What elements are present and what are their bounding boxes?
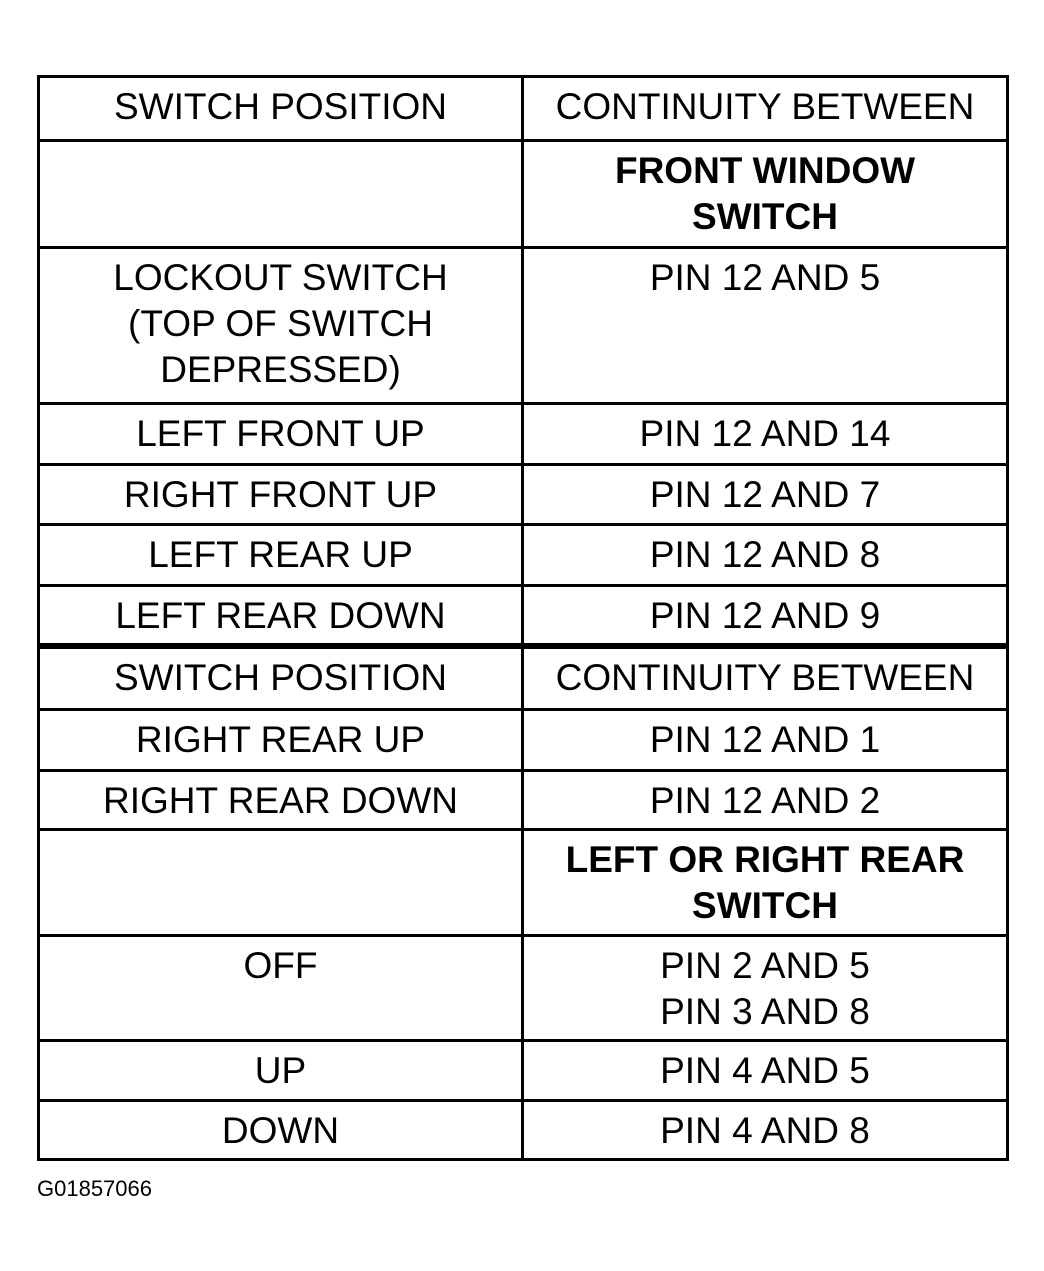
switch-position-cell: RIGHT REAR DOWN: [39, 770, 523, 829]
empty-cell: [39, 829, 523, 935]
header-switch-position: SWITCH POSITION: [39, 77, 523, 141]
section-heading-line: SWITCH: [692, 196, 838, 237]
switch-position-line: LOCKOUT SWITCH: [113, 257, 448, 298]
continuity-cell: PIN 12 AND 1: [523, 709, 1008, 770]
section-heading-line: SWITCH: [692, 884, 838, 926]
section-heading-row: [39, 141, 1008, 248]
figure-id: G01857066: [37, 1176, 152, 1201]
switch-position-cell: [39, 248, 523, 404]
table-row: [39, 525, 1008, 586]
table-header-row: [39, 646, 1008, 709]
continuity-cell: PIN 4 AND 8: [523, 1100, 1008, 1159]
table-header-row: [39, 77, 1008, 141]
switch-position-cell: LEFT REAR UP: [39, 525, 523, 586]
continuity-cell: PIN 12 AND 9: [523, 586, 1008, 647]
empty-cell: [39, 141, 523, 248]
table-row: [39, 248, 1008, 404]
continuity-cell: [523, 248, 1008, 404]
switch-position-cell: RIGHT REAR UP: [39, 709, 523, 770]
continuity-line: PIN 12 AND 5: [649, 257, 881, 298]
table-row: [39, 1100, 1008, 1159]
table-row: [39, 709, 1008, 770]
section-heading-rear-switch: [523, 829, 1008, 935]
header-continuity-between: CONTINUITY BETWEEN: [523, 646, 1008, 709]
switch-position-cell: OFF: [39, 935, 523, 1040]
switch-position-cell: DOWN: [39, 1100, 523, 1159]
switch-position-cell: LEFT REAR DOWN: [39, 586, 523, 647]
section-heading-row: [39, 829, 1008, 935]
switch-position-line: (TOP OF SWITCH: [128, 303, 433, 344]
continuity-cell: PIN 12 AND 2: [523, 770, 1008, 829]
table-row: [39, 1040, 1008, 1100]
switch-position-cell: RIGHT FRONT UP: [39, 465, 523, 525]
continuity-cell: PIN 12 AND 7: [523, 465, 1008, 525]
table-row: [39, 404, 1008, 465]
header-switch-position: SWITCH POSITION: [39, 646, 523, 709]
section-heading-front-window-switch: [523, 141, 1008, 248]
section-heading-line: FRONT WINDOW: [614, 150, 916, 191]
continuity-cell: PIN 12 AND 14: [523, 404, 1008, 465]
continuity-line: PIN 3 AND 8: [660, 990, 870, 1032]
switch-position-cell: LEFT FRONT UP: [39, 404, 523, 465]
section-heading-line: LEFT OR RIGHT REAR: [565, 838, 965, 880]
switch-position-line: DEPRESSED): [160, 349, 401, 390]
continuity-table: [37, 75, 1009, 1161]
continuity-line: PIN 2 AND 5: [660, 944, 870, 986]
continuity-cell: PIN 4 AND 5: [523, 1040, 1008, 1100]
switch-position-cell: UP: [39, 1040, 523, 1100]
table-row: [39, 770, 1008, 829]
table-row: [39, 935, 1008, 1040]
table-row: [39, 465, 1008, 525]
table-row: [39, 586, 1008, 647]
continuity-cell: PIN 12 AND 8: [523, 525, 1008, 586]
continuity-cell: [523, 935, 1008, 1040]
header-continuity-between: CONTINUITY BETWEEN: [523, 77, 1008, 141]
